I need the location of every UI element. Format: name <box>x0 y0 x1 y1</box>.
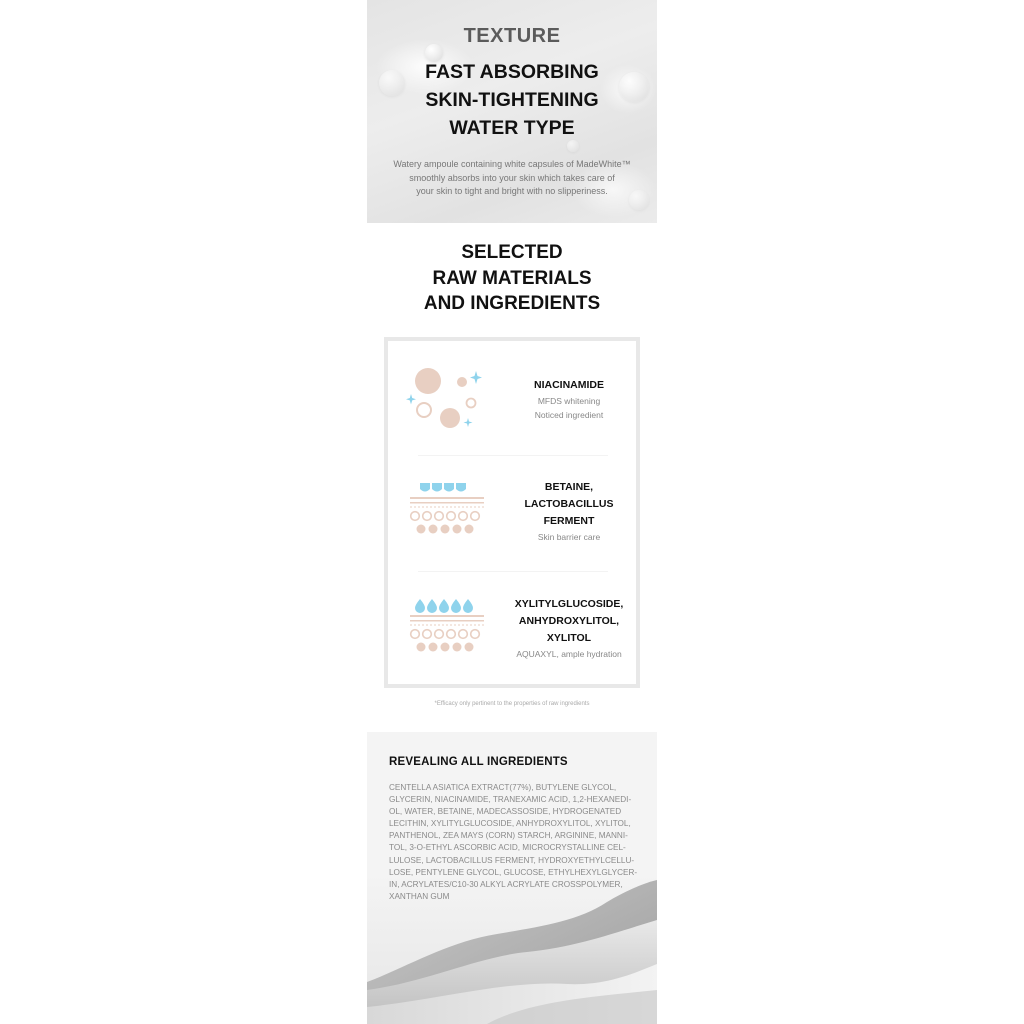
ingredients-box <box>384 337 640 688</box>
product-detail-strip <box>367 0 657 1024</box>
ingredient-name-line: ANHYDROXYLITOL, <box>518 615 620 627</box>
headline-line: SKIN-TIGHTENING <box>425 89 599 111</box>
headline-line: FAST ABSORBING <box>425 61 599 83</box>
ingredient-list-text <box>389 782 643 903</box>
texture-section <box>367 0 657 223</box>
description-line: smoothly absorbs into your skin which takes care of <box>409 172 615 183</box>
ingredient-list-line: GLYCERIN, NIACINAMIDE, TRANEXAMIC ACID, 1,2-HEXANEDI- <box>389 795 632 805</box>
ingredient-name <box>506 596 632 647</box>
ingredient-name-line: XYLITYLGLUCOSIDE, <box>514 598 624 610</box>
ingredient-desc-line: Skin barrier care <box>537 532 601 542</box>
ingredient-list-line: LULOSE, LACTOBACILLUS FERMENT, HYDROXYETHYLCELLU- <box>389 855 635 865</box>
ingredient-name <box>506 377 632 394</box>
description-line: your skin to tight and bright with no slipperiness. <box>416 186 608 196</box>
efficacy-footnote: *Efficacy only pertinent to the properties of raw ingredients <box>434 701 590 707</box>
ingredient-text <box>506 479 632 544</box>
ingredient-row-niacinamide <box>388 365 636 435</box>
reveal-title: REVEALING ALL INGREDIENTS <box>389 756 568 768</box>
ingredient-text <box>506 377 632 422</box>
ingredient-desc-line: AQUAXYL, ample hydration <box>516 649 622 659</box>
ingredient-list-line: XANTHAN GUM <box>389 891 450 901</box>
ingredient-name-line: FERMENT <box>543 515 595 527</box>
ingredient-row-xylitylglucoside <box>388 595 636 665</box>
ingredient-name <box>506 479 632 530</box>
materials-title-line: AND INGREDIENTS <box>423 293 601 314</box>
ingredient-name-line: LACTOBACILLUS <box>524 498 614 510</box>
ingredient-list-line: CENTELLA ASIATICA EXTRACT(77%), BUTYLENE GLYCOL, <box>389 783 617 792</box>
ingredient-description <box>506 647 632 661</box>
ingredient-list-line: IN, ACRYLATES/C10-30 ALKYL ACRYLATE CROSSPOLYMER, <box>389 879 623 889</box>
ingredient-name-line: BETAINE, <box>544 481 594 493</box>
materials-title-line: RAW MATERIALS <box>432 267 592 289</box>
ingredient-description <box>506 394 632 422</box>
ingredient-list-line: LOSE, PENTYLENE GLYCOL, GLUCOSE, ETHYLHEXYLGLYCER- <box>389 867 638 877</box>
hydration-icon <box>406 599 488 666</box>
texture-headline <box>367 58 657 142</box>
ingredient-name-line: NIACINAMIDE <box>534 379 604 391</box>
materials-title <box>367 240 657 317</box>
ingredient-list-line: LECITHIN, XYLITYLGLUCOSIDE, ANHYDROXYLITOL, XYLITOL, <box>389 819 631 829</box>
reveal-section <box>367 732 657 1024</box>
texture-label: TEXTURE <box>463 25 561 47</box>
ingredient-list-line: PANTHENOL, ZEA MAYS (CORN) STARCH, ARGININE, MANNI- <box>389 831 628 841</box>
ingredient-text <box>506 596 632 661</box>
materials-title-line: SELECTED <box>461 242 563 263</box>
ingredient-desc-line: MFDS whitening <box>537 396 601 406</box>
row-divider <box>418 571 608 572</box>
ingredient-row-betaine <box>388 479 636 549</box>
ingredient-name-line: XYLITOL <box>546 632 592 644</box>
ingredient-desc-line: Noticed ingredient <box>534 410 604 420</box>
ingredient-list-line: OL, WATER, BETAINE, MADECASSOSIDE, HYDROGENATED <box>389 807 622 817</box>
headline-line: WATER TYPE <box>449 117 575 139</box>
ingredient-list-line: TOL, 3-O-ETHYL ASCORBIC ACID, MICROCRYSTALLINE CEL- <box>389 843 626 853</box>
description-line: Watery ampoule containing white capsules of MadeWhite™ <box>393 159 631 169</box>
texture-description <box>381 158 643 199</box>
row-divider <box>418 455 608 456</box>
ingredient-description <box>506 530 632 544</box>
skin-barrier-icon <box>406 483 488 550</box>
niacinamide-icon <box>406 365 488 438</box>
